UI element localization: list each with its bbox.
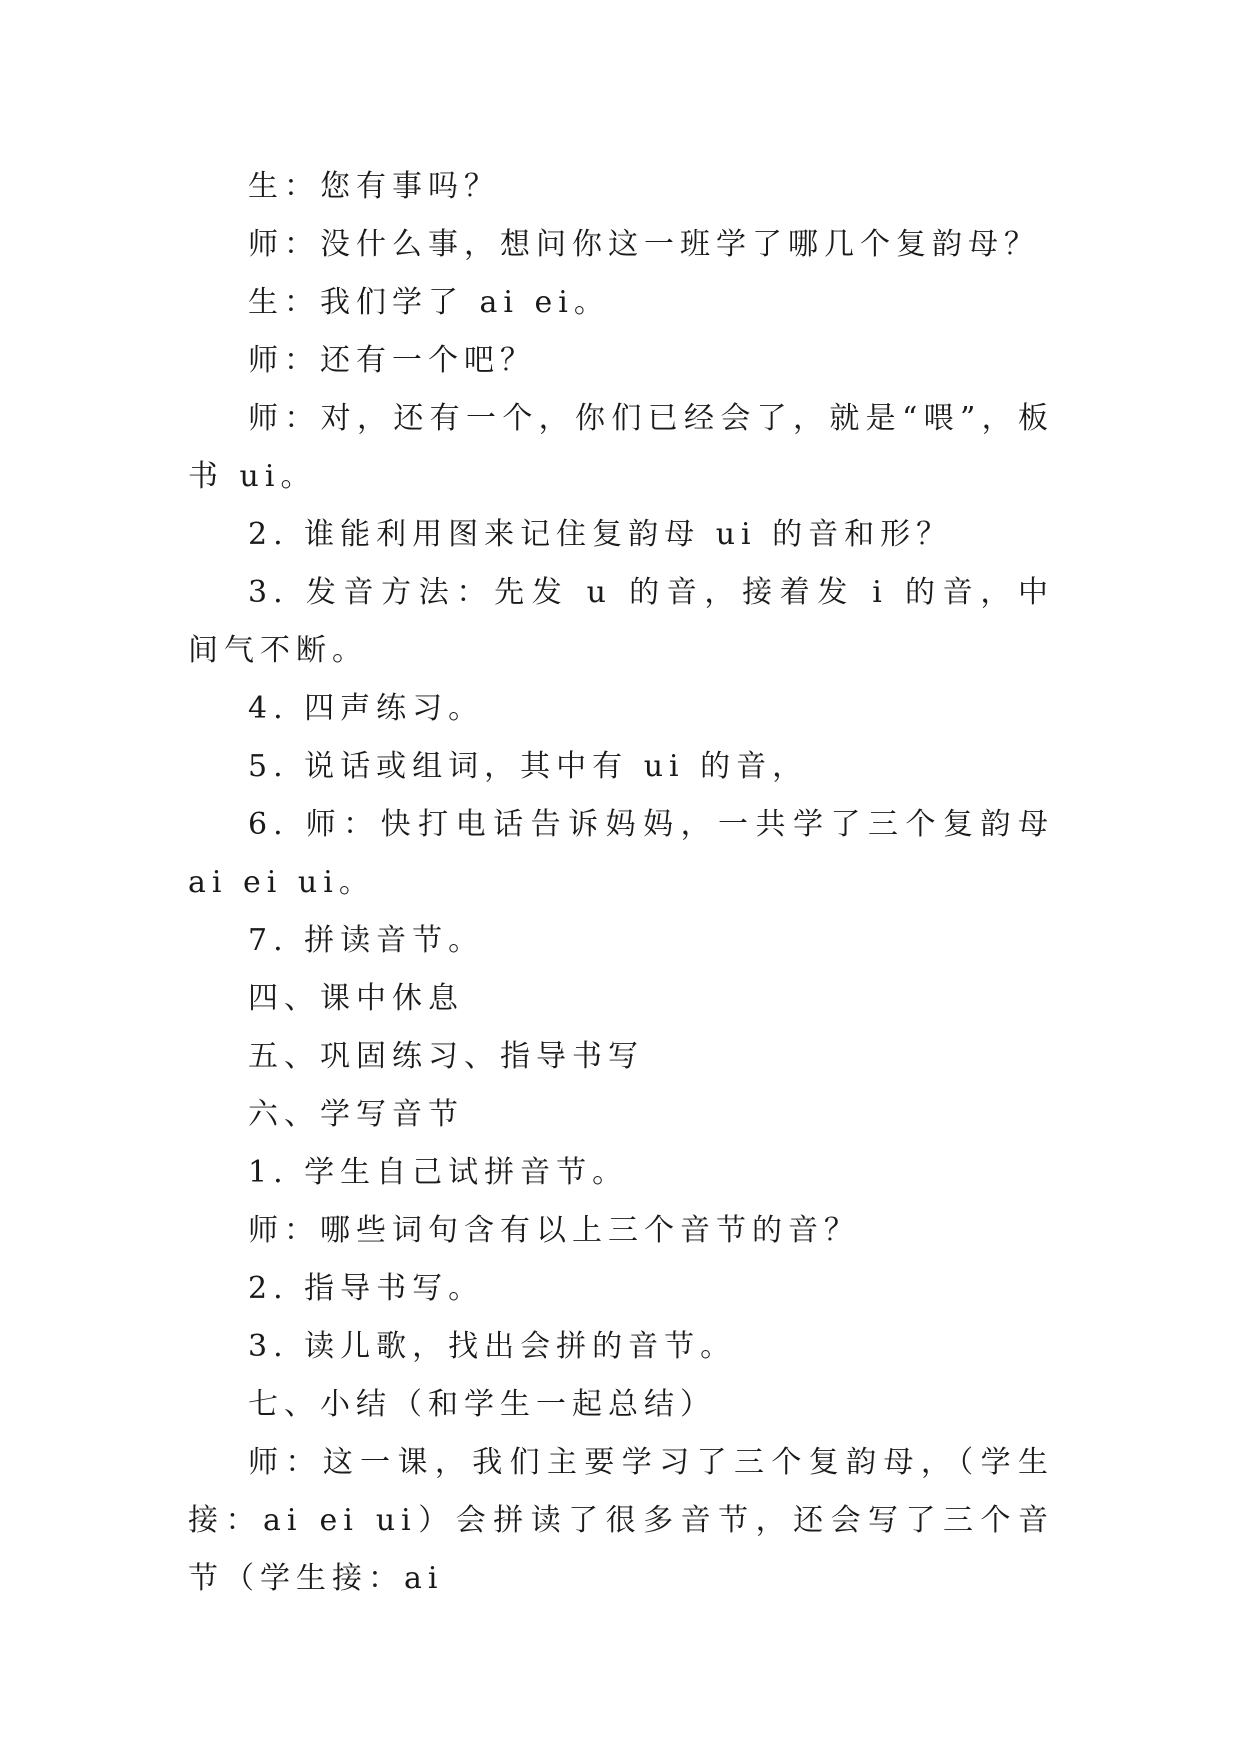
section-heading: 四、课中休息 (248, 981, 464, 1016)
paragraph: 生：我们学了 ai ei。 (248, 285, 610, 320)
section-heading: 六、学写音节 (248, 1097, 464, 1132)
paragraph: 师：还有一个吧？ (248, 343, 536, 378)
paragraph: 师：没什么事，想问你这一班学了哪几个复韵母？ (248, 227, 1040, 262)
paragraph: 2. 指导书写。 (248, 1271, 485, 1306)
paragraph: 2. 谁能利用图来记住复韵母 ui 的音和形？ (248, 517, 953, 552)
document-body (188, 158, 1054, 1608)
paragraph: 生：您有事吗？ (248, 169, 500, 204)
paragraph: 6. 师：快打电话告诉妈妈，一共学了三个复韵母 ai ei ui。 (188, 807, 1054, 900)
paragraph: 3. 发音方法：先发 u 的音，接着发 i 的音，中间气不断。 (188, 575, 1054, 668)
paragraph: 师：这一课，我们主要学习了三个复韵母，（学生接：ai ei ui）会拼读了很多音节，还会写了三个音节（学生接：ai (188, 1445, 1054, 1596)
paragraph: 4. 四声练习。 (248, 691, 485, 726)
paragraph: 3. 读儿歌，找出会拼的音节。 (248, 1329, 737, 1364)
paragraph: 师：对，还有一个，你们已经会了，就是“喂”，板书 ui。 (188, 401, 1054, 494)
paragraph: 师：哪些词句含有以上三个音节的音？ (248, 1213, 860, 1248)
paragraph: 7. 拼读音节。 (248, 923, 485, 958)
paragraph: 1. 学生自己试拼音节。 (248, 1155, 629, 1190)
paragraph: 5. 说话或组词，其中有 ui 的音， (248, 749, 809, 784)
section-heading: 五、巩固练习、指导书写 (248, 1039, 644, 1074)
section-heading: 七、小结（和学生一起总结） (248, 1387, 716, 1422)
